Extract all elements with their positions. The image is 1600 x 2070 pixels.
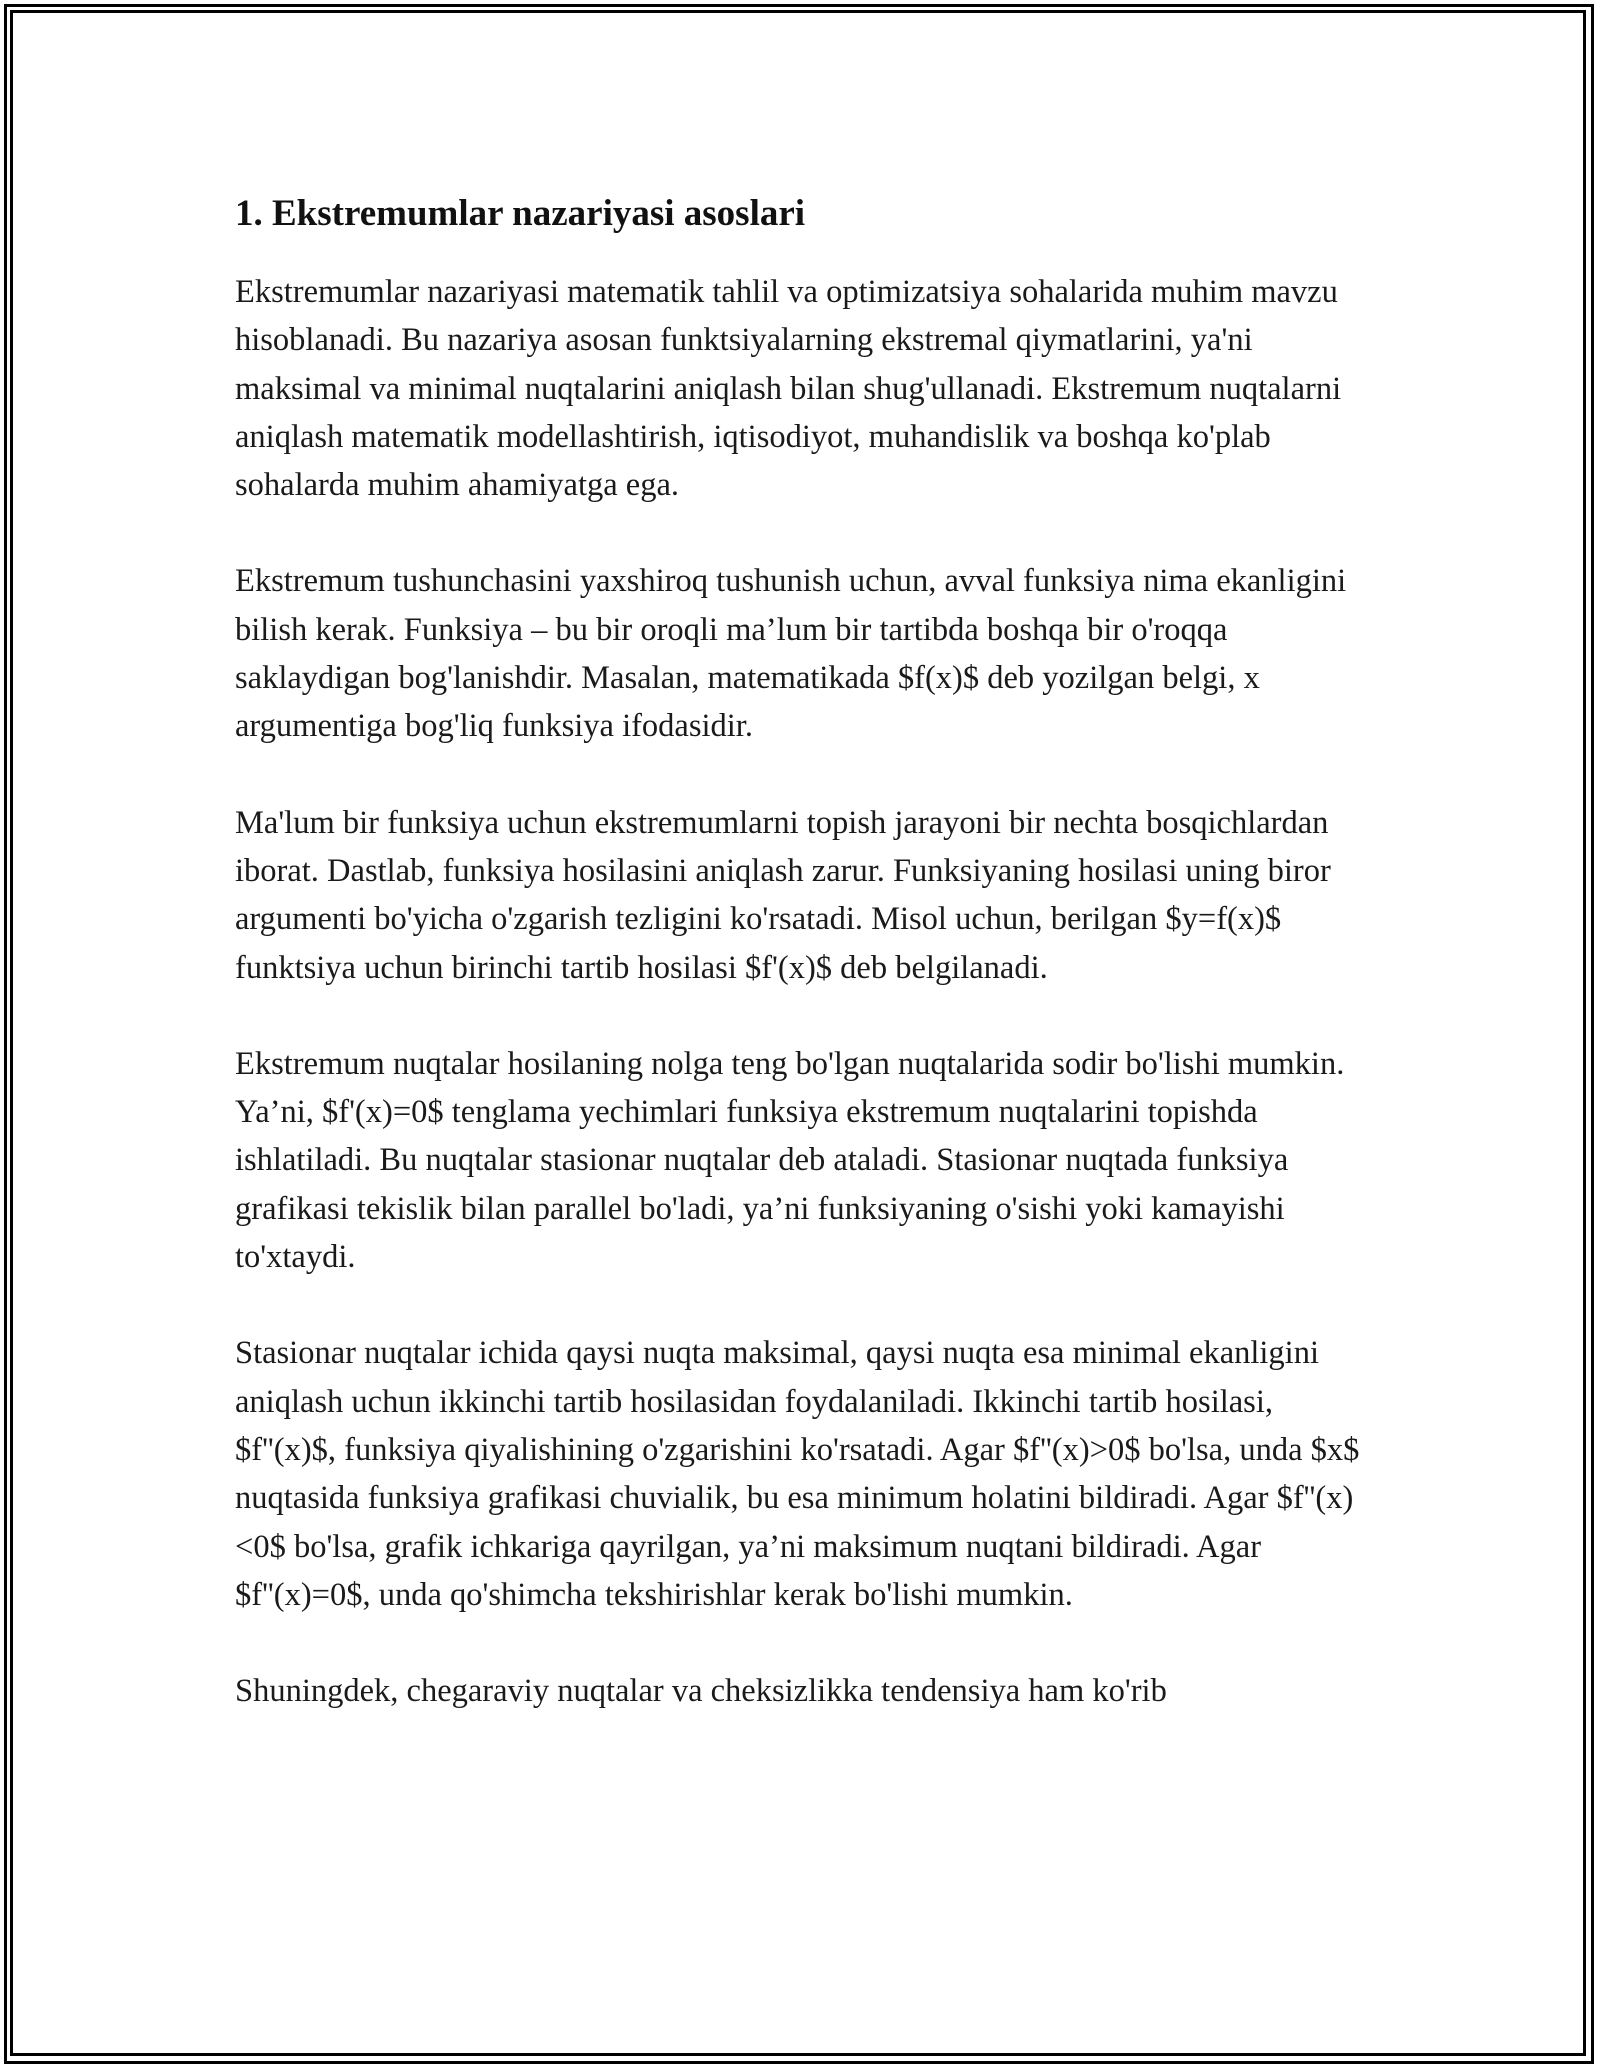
paragraph-boundary-points: Shuningdek, chegaraviy nuqtalar va cheksizlikka tendensiya ham ko'rib <box>235 1673 1167 1710</box>
paragraph-derivative: Ma'lum bir funksiya uchun ekstremumlarni topish jarayoni bir nechta bosqichlardan iborat. Dastlab, funksiya hosilasini aniqlash zarur. Funksiyaning hosilasi uning biror argumenti bo'yicha o'zgarish tezligini ko'rsatadi. Misol uchun, berilgan $y=f(x)$ funktsiya uchun birinchi tartib hosilasi $f'(x)$ deb belgilanadi. <box>235 804 1331 986</box>
paragraph-second-derivative: Stasionar nuqtalar ichida qaysi nuqta maksimal, qaysi nuqta esa minimal ekanligini aniqlash uchun ikkinchi tartib hosilasidan foydalaniladi. Ikkinchi tartib hosilasi, $f''(x)$, funksiya qiyalishining o'zgarishini ko'rsatadi. Agar $f''(x)>0$ bo'lsa, unda $x$ nuqtasida funksiya grafikasi chuvialik, bu esa minimum holatini bildiradi. Agar $f''(x)<0$ bo'lsa, grafik ichkariga qayrilgan, ya’ni maksimum nuqtani bildiradi. Agar $f''(x)=0$, unda qo'shimcha tekshirishlar kerak bo'lishi mumkin. <box>235 1335 1360 1613</box>
paragraph-stationary-points: Ekstremum nuqtalar hosilaning nolga teng bo'lgan nuqtalarida sodir bo'lishi mumkin. Ya’ni, $f'(x)=0$ tenglama yechimlari funksiya ekstremum nuqtalarini topishda ishlatiladi. Bu nuqtalar stasionar nuqtalar deb ataladi. Stasionar nuqtada funksiya grafikasi tekislik bilan parallel bo'ladi, ya’ni funksiyaning o'sishi yoki kamayishi to'xtaydi. <box>235 1045 1345 1276</box>
section-heading: 1. Ekstremumlar nazariyasi asoslari <box>235 193 806 234</box>
document-body <box>235 188 1365 1763</box>
paragraph-intro: Ekstremumlar nazariyasi matematik tahlil va optimizatsiya sohalarida muhim mavzu hisoblanadi. Bu nazariya asosan funktsiyalarning ekstremal qiymatlarini, ya'ni maksimal va minimal nuqtalarini aniqlash bilan shug'ullanadi. Ekstremum nuqtalarni aniqlash matematik modellashtirish, iqtisodiyot, muhandislik va boshqa ko'plab sohalarda muhim ahamiyatga ega. <box>235 274 1342 504</box>
paragraph-function-definition: Ekstremum tushunchasini yaxshiroq tushunish uchun, avval funksiya nima ekanligini bilish kerak. Funksiya – bu bir oroqli ma’lum bir tartibda boshqa bir o'roqqa saklaydigan bog'lanishdir. Masalan, matematikada $f(x)$ deb yozilgan belgi, x argumentiga bog'liq funksiya ifodasidir. <box>235 563 1347 745</box>
